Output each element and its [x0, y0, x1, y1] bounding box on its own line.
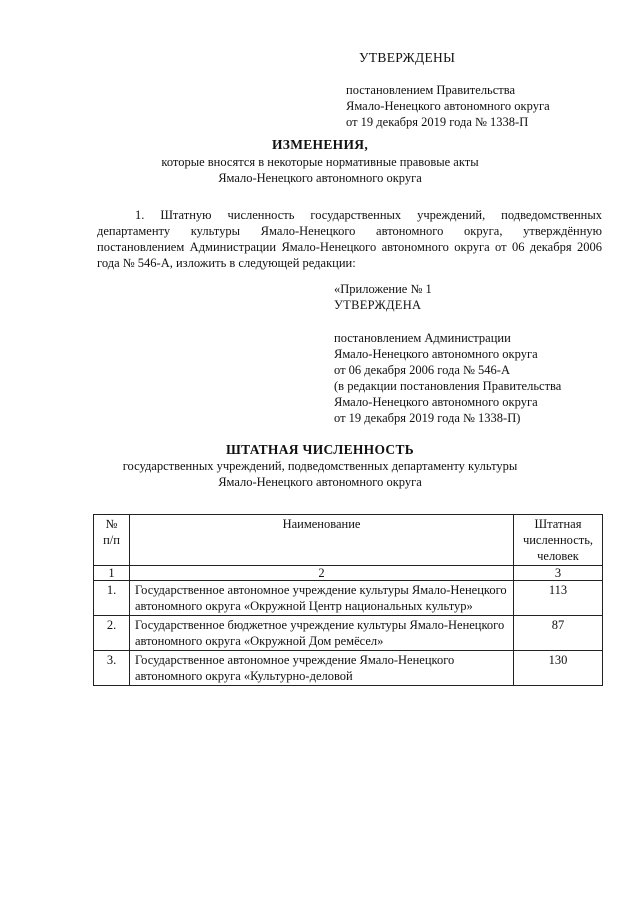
approved-line: Ямало-Ненецкого автономного округа	[346, 99, 550, 113]
appendix-line: (в редакции постановления Правительства	[334, 379, 562, 393]
table-row	[94, 651, 603, 686]
row-name-text: Государственное автономное учреждение Ямало-Ненецкого автономного округа «Культурно-деловой	[135, 653, 455, 683]
row-count: 87	[514, 616, 603, 651]
column-number: 3	[514, 566, 603, 581]
table-row	[94, 581, 603, 616]
approved-line: от 19 декабря 2019 года № 1338-П	[346, 115, 529, 129]
staff-subtitle	[0, 458, 640, 490]
staff-table	[93, 514, 603, 686]
approved-block	[346, 82, 550, 130]
appendix-label: «Приложение № 1	[334, 282, 432, 296]
changes-subtitle-line: которые вносятся в некоторые нормативные правовые акты	[161, 155, 479, 169]
appendix-line: Ямало-Ненецкого автономного округа	[334, 347, 538, 361]
changes-subtitle	[0, 154, 640, 186]
row-num: 3.	[94, 651, 130, 686]
row-name: Государственное бюджетное учреждение культуры Ямало-Ненецкого автономного округа «Окружной Дом ремёсел»	[130, 616, 514, 651]
column-number: 2	[130, 566, 514, 581]
row-name	[130, 651, 514, 686]
appendix-header	[334, 281, 432, 313]
row-name: Государственное автономное учреждение культуры Ямало-Ненецкого автономного округа «Окружной Центр национальных культур»	[130, 581, 514, 616]
appendix-line: от 19 декабря 2019 года № 1338-П)	[334, 411, 521, 425]
paragraph-1: 1. Штатную численность государственных учреждений, подведомственных департаменту культуры Ямало-Ненецкого автономного округа, утверждённую постановлением Администрации Ямало-Ненецкого автономного округа от 06 декабря 2006 года № 546-А, изложить в следующей редакции:	[97, 208, 602, 270]
header-count: Штатная численность, человек	[514, 515, 603, 566]
approved-line: постановлением Правительства	[346, 83, 516, 97]
header-name: Наименование	[130, 515, 514, 566]
appendix-line: постановлением Администрации	[334, 331, 511, 345]
appendix-line: Ямало-Ненецкого автономного округа	[334, 395, 538, 409]
header-num: № п/п	[94, 515, 130, 566]
row-num: 2.	[94, 616, 130, 651]
changes-title: ИЗМЕНЕНИЯ,	[271, 137, 368, 152]
approved-label: УТВЕРЖДЕНЫ	[359, 50, 456, 65]
column-number: 1	[94, 566, 130, 581]
staff-title: ШТАТНАЯ ЧИСЛЕННОСТЬ	[225, 442, 415, 457]
row-count: 130	[514, 651, 603, 686]
table-header-row	[94, 515, 603, 566]
appendix-line: от 06 декабря 2006 года № 546-А	[334, 363, 510, 377]
staff-subtitle-line: государственных учреждений, подведомственных департаменту культуры	[122, 459, 518, 473]
appendix-block	[334, 330, 561, 426]
row-num: 1.	[94, 581, 130, 616]
staff-subtitle-line: Ямало-Ненецкого автономного округа	[218, 475, 422, 489]
appendix-approved: УТВЕРЖДЕНА	[334, 298, 422, 312]
changes-subtitle-line: Ямало-Ненецкого автономного округа	[218, 171, 422, 185]
row-count: 113	[514, 581, 603, 616]
column-numbers-row	[94, 566, 603, 581]
table-row	[94, 616, 603, 651]
